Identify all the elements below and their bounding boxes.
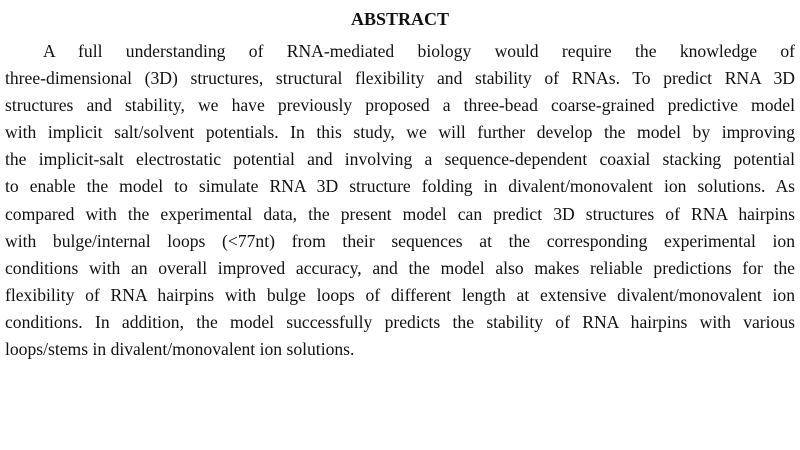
text-line: three-dimensional (3D) structures, structural flexibility and stability of RNAs. To predict RNA 3D bbox=[5, 68, 795, 89]
text-line: A full understanding of RNA-mediated biology would require the knowledge of bbox=[43, 41, 795, 61]
text-line: with implicit salt/solvent potentials. In this study, we will further develop the model by improving bbox=[5, 122, 795, 143]
text-line: loops/stems in divalent/monovalent ion solutions. bbox=[5, 339, 355, 360]
text-line: the implicit-salt electrostatic potential and involving a sequence-dependent coaxial stacking potential bbox=[5, 149, 795, 170]
text-line: compared with the experimental data, the present model can predict 3D structures of RNA hairpins bbox=[5, 203, 795, 224]
text-line: conditions. In addition, the model successfully predicts the stability of RNA hairpins with various bbox=[5, 311, 795, 332]
text-line: structures and stability, we have previously proposed a three-bead coarse-grained predictive model bbox=[5, 95, 795, 116]
text-line: flexibility of RNA hairpins with bulge loops of different length at extensive divalent/monovalent ion bbox=[5, 284, 795, 305]
abstract-heading: ABSTRACT bbox=[350, 9, 450, 29]
abstract-paragraph bbox=[5, 38, 795, 363]
text-line: to enable the model to simulate RNA 3D structure folding in divalent/monovalent ion solutions. As bbox=[5, 176, 795, 197]
text-line: conditions with an overall improved accuracy, and the model also makes reliable predictions for the bbox=[5, 257, 795, 278]
text-line: with bulge/internal loops (<77nt) from their sequences at the corresponding experimental ion bbox=[5, 230, 795, 251]
